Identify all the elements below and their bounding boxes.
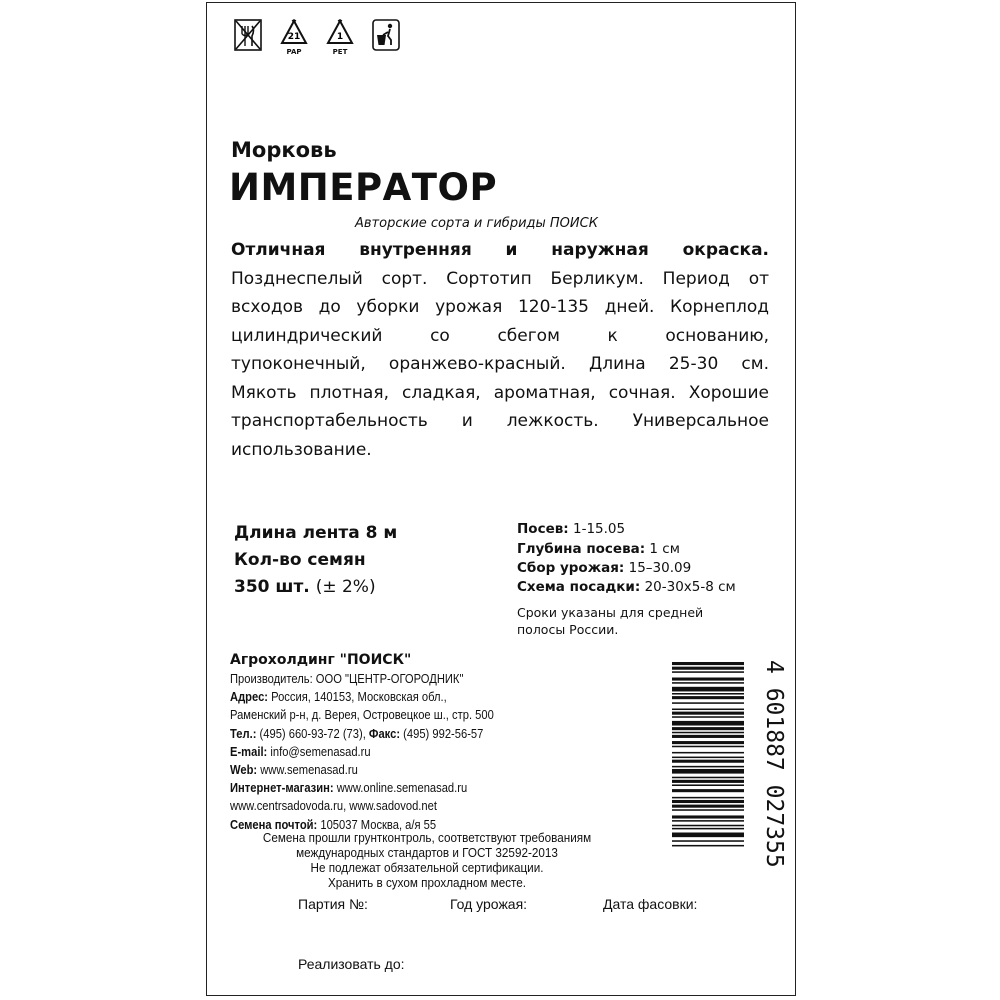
company-contacts: [230, 670, 494, 834]
barcode-bar: [672, 693, 744, 695]
batch-field: Партия №:: [298, 896, 368, 912]
description-line: тупоконечный, оранжево-красный. Длина 25-30 см.: [231, 354, 769, 374]
email: E-mail: info@semenasad.ru: [230, 743, 371, 759]
barcode-bar: [672, 712, 744, 715]
certification-line: Семена прошли грунтконтроль, соответствуют требованиям: [262, 830, 592, 845]
barcode-bar: [672, 809, 744, 811]
barcode-bar: [672, 828, 744, 830]
barcode-bar: [672, 716, 744, 718]
phone-fax: Тел.: (495) 660-93-72 (73), Факс: (495) 992-56-57: [230, 725, 484, 741]
barcode-bar: [672, 845, 744, 847]
seed-count: [234, 577, 376, 597]
planting-scheme: Схема посадки: 20-30х5-8 см: [517, 579, 736, 595]
barcode-bar: [672, 820, 744, 822]
mail-order: Семена почтой: 105037 Москва, а/я 55: [230, 816, 437, 832]
barcode-bar: [672, 687, 744, 692]
barcode-bar: [672, 752, 744, 754]
sowing-depth: Глубина посева: 1 см: [517, 541, 680, 557]
barcode-bar: [672, 741, 744, 744]
barcode-bar: [672, 777, 744, 779]
certification-line: Не подлежат обязательной сертификации.: [310, 860, 544, 875]
description-line: всходов до уборки урожая 120-135 дней. Корнеплод: [231, 297, 769, 317]
certification-block: [234, 830, 621, 890]
timing-note-line1: Сроки указаны для средней: [517, 605, 704, 620]
recycle-pet-icon: [324, 18, 356, 64]
recycle-pet-label: PET: [332, 48, 348, 56]
description-line: Позднеспелый сорт. Сортотип Берликум. Период от: [231, 268, 769, 289]
crop-name: Морковь: [231, 138, 337, 162]
barcode-bar: [672, 732, 744, 734]
harvest-period: Сбор урожая: 15–30.09: [517, 560, 692, 576]
address: Адрес: Россия, 140153, Московская обл.,: [230, 689, 447, 705]
description: [231, 236, 769, 464]
description-line: использование.: [231, 439, 372, 460]
barcode-bar: [672, 789, 744, 792]
seed-count-label: Кол-во семян: [234, 550, 366, 570]
certification-line: международных стандартов и ГОСТ 32592-2013: [296, 845, 558, 860]
description-bold: Отличная внутренняя и наружная окраска.: [231, 240, 769, 260]
recycle-pet-number: 1: [336, 32, 344, 42]
online-shop: Интернет-магазин: www.online.semenasad.ru: [230, 780, 468, 796]
seed-count-value: 350 шт.: [234, 577, 310, 597]
description-line: Мякоть плотная, сладкая, ароматная, сочная. Хорошие: [231, 382, 769, 403]
barcode-bar: [672, 784, 744, 786]
barcode: [672, 660, 787, 900]
barcode-bar: [672, 696, 744, 699]
not-food-contact-icon: [232, 18, 264, 64]
barcode-bar: [672, 757, 744, 759]
website: Web: www.semenasad.ru: [230, 762, 358, 778]
certification-line: Хранить в сухом прохладном месте.: [327, 875, 527, 890]
barcode-bar: [672, 766, 744, 768]
barcode-bar: [672, 721, 744, 726]
barcode-bar: [672, 769, 744, 774]
packaging-icons-row: [232, 18, 402, 66]
barcode-bar: [672, 800, 744, 803]
producer: Производитель: ООО "ЦЕНТР-ОГОРОДНИК": [230, 671, 464, 686]
trash-bin-icon: [370, 18, 402, 64]
barcode-bar: [672, 760, 744, 763]
barcode-bar: [672, 678, 744, 681]
pack-date-field: Дата фасовки:: [603, 896, 698, 912]
tape-length: Длина лента 8 м: [234, 523, 398, 543]
harvest-year-field: Год урожая:: [450, 896, 528, 912]
barcode-bar: [672, 727, 744, 730]
recycle-pap-icon: [278, 18, 310, 64]
sell-by-field: Реализовать до:: [298, 956, 405, 972]
barcode-bar: [672, 797, 744, 799]
barcode-bar: [672, 805, 744, 808]
barcode-bar: [672, 682, 744, 684]
address-line2: Раменский р-н, д. Верея, Островецкое ш., стр. 500: [230, 707, 494, 723]
description-line: цилиндрический со сбегом к основанию,: [231, 325, 769, 346]
barcode-bar: [672, 662, 744, 665]
barcode-bar: [672, 815, 744, 818]
recycle-pap-label: PAP: [286, 48, 302, 56]
online-shop-line2: www.centrsadovoda.ru, www.sadovod.net: [230, 798, 437, 814]
timing-note-line2: полосы России.: [517, 622, 619, 637]
barcode-bar: [672, 825, 744, 827]
recycle-pap-number: 21: [287, 32, 301, 42]
barcode-bar: [672, 735, 744, 738]
barcode-bar: [672, 746, 744, 748]
description-line: транспортабельность и лежкость. Универсальное: [231, 411, 769, 431]
barcode-bar: [672, 702, 744, 704]
barcode-bar: [672, 833, 744, 838]
seed-count-tolerance: (± 2%): [315, 577, 376, 597]
barcode-bar: [672, 667, 744, 670]
variety-name: ИМПЕРАТОР: [229, 166, 498, 209]
company-holding: Агрохолдинг "ПОИСК": [230, 652, 412, 668]
barcode-bar: [672, 780, 744, 783]
barcode-bar: [672, 840, 744, 842]
barcode-bar: [672, 671, 744, 673]
author-note: Авторские сорта и гибриды ПОИСК: [355, 216, 598, 231]
barcode-digits: 4 601887 027355: [761, 660, 787, 868]
barcode-bar: [672, 709, 744, 711]
sowing-period: Посев: 1-15.05: [517, 521, 626, 537]
